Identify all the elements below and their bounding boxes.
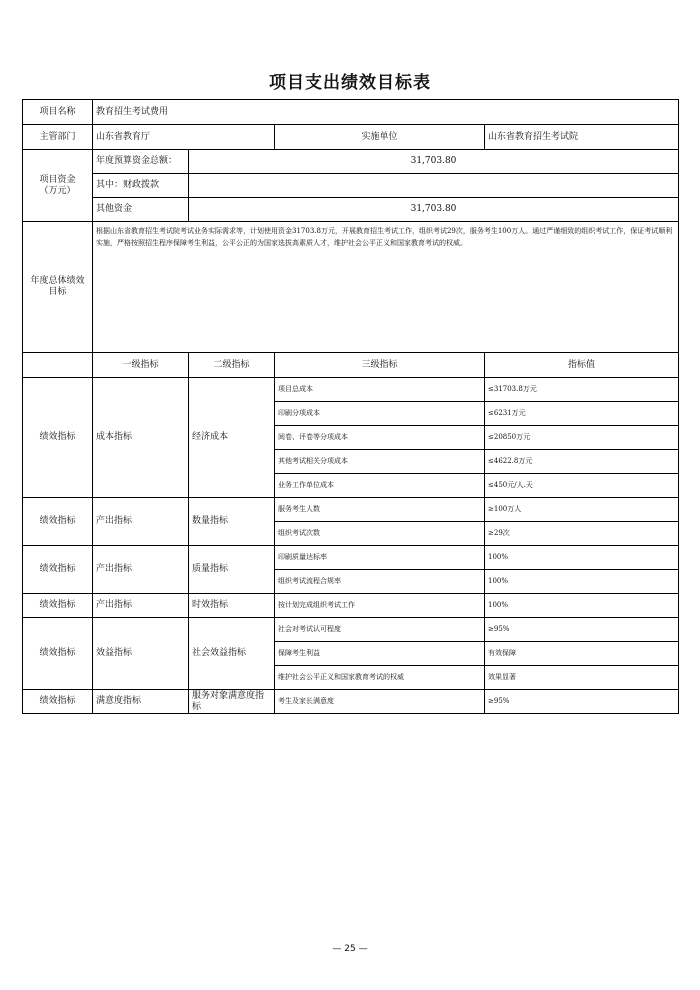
annual-goal-label: 年度总体绩效目标 [23, 222, 93, 353]
indicator-level3: 业务工作单位成本 [275, 474, 485, 498]
header-value: 指标值 [485, 353, 679, 378]
funds-other-row [23, 198, 679, 222]
indicator-header-row [23, 353, 679, 378]
project-name-label: 项目名称 [23, 100, 93, 125]
indicator-value: ≤6231万元 [485, 402, 679, 426]
annual-goal-text: 根据山东省教育招生考试院考试业务实际需求等，计划使用资金31703.8万元，开展教育招生考试工作，组织考试29次，服务考生100万人。通过严谨细致的组织考试工作，保证考试顺利实施，严格按照招生程序保障考生利益，公平公正的为国家选拔高素质人才，维护社会公平正义和国家教育考试的权威。 [93, 222, 679, 353]
indicator-value: ≤4622.8万元 [485, 450, 679, 474]
funds-total-value: 31,703.80 [189, 150, 679, 174]
department-row [23, 125, 679, 150]
indicator-level3: 考生及家长满意度 [275, 690, 485, 714]
indicator-value: ≥95% [485, 690, 679, 714]
department-label: 主管部门 [23, 125, 93, 150]
indicator-category: 绩效指标 [23, 618, 93, 690]
funds-other-label: 其他资金 [93, 198, 189, 222]
indicator-level1: 产出指标 [93, 594, 189, 618]
header-level2: 二级指标 [189, 353, 275, 378]
indicator-value: 100% [485, 570, 679, 594]
indicator-level2: 社会效益指标 [189, 618, 275, 690]
indicator-value: 有效保障 [485, 642, 679, 666]
annual-goal-row [23, 222, 679, 353]
indicator-row [23, 378, 679, 402]
indicator-value: ≥100万人 [485, 498, 679, 522]
indicator-row [23, 690, 679, 714]
funds-fiscal-value [189, 174, 679, 198]
project-name-value: 教育招生考试费用 [93, 100, 679, 125]
indicator-category: 绩效指标 [23, 594, 93, 618]
indicator-level3: 阅卷、评卷等分项成本 [275, 426, 485, 450]
indicator-level2: 服务对象满意度指标 [189, 690, 275, 714]
indicator-row [23, 546, 679, 570]
implementing-unit-value: 山东省教育招生考试院 [485, 125, 679, 150]
indicator-category: 绩效指标 [23, 690, 93, 714]
indicator-level3: 其他考试相关分项成本 [275, 450, 485, 474]
funds-label: 项目资金 （万元） [23, 150, 93, 222]
indicator-category: 绩效指标 [23, 546, 93, 594]
indicator-row [23, 498, 679, 522]
indicator-level2: 数量指标 [189, 498, 275, 546]
page-title: 项目支出绩效目标表 [269, 73, 431, 93]
department-value: 山东省教育厅 [93, 125, 275, 150]
indicator-level3: 印刷分项成本 [275, 402, 485, 426]
indicator-level1: 效益指标 [93, 618, 189, 690]
indicator-value: ≤20850万元 [485, 426, 679, 450]
indicator-level2: 质量指标 [189, 546, 275, 594]
funds-total-row [23, 150, 679, 174]
header-level3: 三级指标 [275, 353, 485, 378]
implementing-unit-label: 实施单位 [275, 125, 485, 150]
indicator-level3: 项目总成本 [275, 378, 485, 402]
indicator-level3: 按计划完成组织考试工作 [275, 594, 485, 618]
funds-total-label: 年度预算资金总额： [93, 150, 189, 174]
indicator-value: ≥29次 [485, 522, 679, 546]
indicator-level3: 维护社会公平正义和国家教育考试的权威 [275, 666, 485, 690]
indicator-value: 效果显著 [485, 666, 679, 690]
indicator-category: 绩效指标 [23, 378, 93, 498]
indicator-level3: 组织考试次数 [275, 522, 485, 546]
indicator-level1: 产出指标 [93, 498, 189, 546]
indicator-level1: 满意度指标 [93, 690, 189, 714]
indicator-value: 100% [485, 546, 679, 570]
indicator-level3: 社会对考试认可程度 [275, 618, 485, 642]
indicator-level2: 时效指标 [189, 594, 275, 618]
performance-target-table [22, 99, 679, 714]
indicator-level3: 印刷质量达标率 [275, 546, 485, 570]
indicator-level3: 保障考生利益 [275, 642, 485, 666]
indicator-value: ≤31703.8万元 [485, 378, 679, 402]
indicator-level1: 成本指标 [93, 378, 189, 498]
indicator-level3: 服务考生人数 [275, 498, 485, 522]
project-name-row [23, 100, 679, 125]
indicator-row [23, 618, 679, 642]
funds-fiscal-label: 其中：财政拨款 [93, 174, 189, 198]
indicator-row [23, 594, 679, 618]
funds-fiscal-row [23, 174, 679, 198]
header-level1: 一级指标 [93, 353, 189, 378]
header-blank [23, 353, 93, 378]
page-number: — 25 — [332, 944, 368, 954]
funds-other-value: 31,703.80 [189, 198, 679, 222]
indicator-value: ≥95% [485, 618, 679, 642]
indicator-value: ≤450元/人.天 [485, 474, 679, 498]
indicator-category: 绩效指标 [23, 498, 93, 546]
indicator-level3: 组织考试流程合规率 [275, 570, 485, 594]
indicator-value: 100% [485, 594, 679, 618]
indicator-level2: 经济成本 [189, 378, 275, 498]
indicator-level1: 产出指标 [93, 546, 189, 594]
